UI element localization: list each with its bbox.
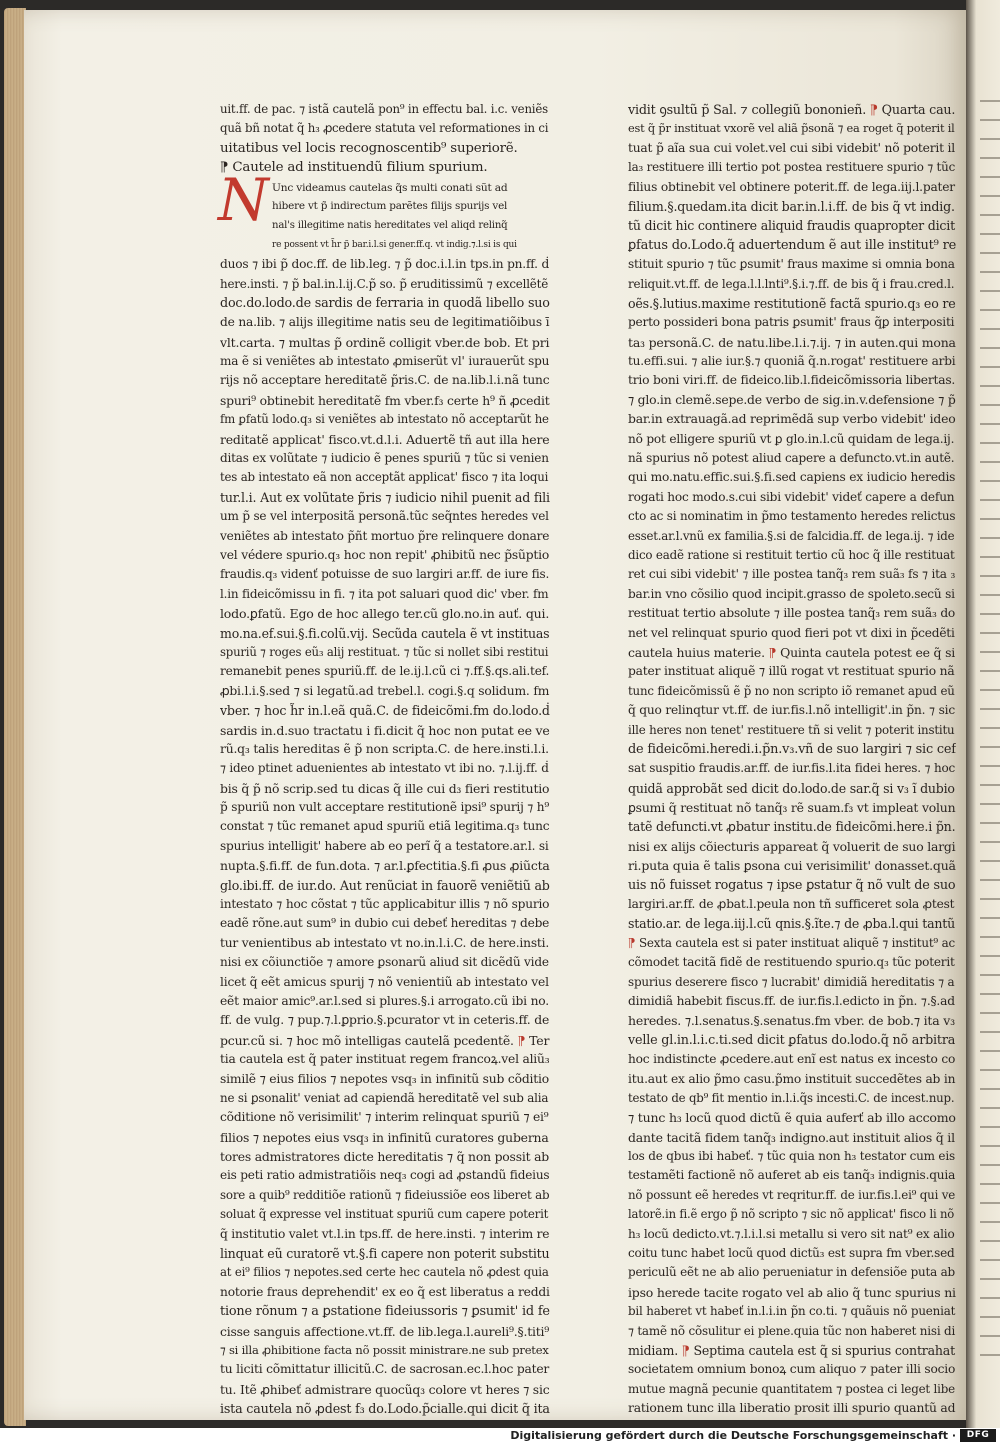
text-line: remanebit penes spuriũ.ff. de le.ij.l.cũ ci ⁊.ff.§.qs.ali.tef. bbox=[220, 664, 550, 679]
text-line: reliquit.vt.ff. de lega.l.l.lnti⁹.§.i.⁊.ff. de bis q̃ i frau.cred.l. bbox=[628, 276, 955, 291]
text-line: vlt.carta. ⁊ multas p̃ ordinẽ colligit vber.de bob. Et pri bbox=[220, 334, 550, 350]
text-line: nõ possunt eẽ heredes vt reqritur.ff. de iur.fis.l.ei⁹ qui ve bbox=[628, 1187, 956, 1202]
text-line: fm ꝑfatũ lodo.q₃ si veniẽtes ab intestato nõ acceptarũt he bbox=[220, 412, 549, 427]
text-line: eadẽ rõne.aut sum⁹ in dubio cui debeť hereditas ⁊ debe bbox=[220, 916, 550, 931]
text-line: tes ab intestato eã non acceptãt applicat' fisco ⁊ ita loqui bbox=[220, 470, 549, 485]
text-line: nupta.§.fi.ff. de fun.dota. ⁊ ar.l.ꝑfectitia.§.fi ꝓus ꝓiũcta bbox=[220, 858, 550, 874]
ghost-text-line bbox=[980, 1297, 1000, 1299]
ghost-text-line bbox=[980, 746, 1000, 748]
ghost-text-line bbox=[980, 727, 1000, 729]
ghost-text-line bbox=[980, 157, 1000, 159]
text-line: ri.puta quia ẽ talis ꝑsona cui verisimilit' donasset.quã bbox=[628, 858, 956, 874]
ghost-text-line bbox=[980, 993, 1000, 995]
text-line: restituat tertio absolute ⁊ ille postea tanq̃₃ rem suã₃ do bbox=[628, 606, 956, 621]
ghost-text-line bbox=[980, 1126, 1000, 1128]
text-line: at ei⁹ filios ⁊ nepotes.sed certe hec cautela nõ ꝓdest quia bbox=[220, 1265, 549, 1280]
ghost-text-line bbox=[980, 841, 1000, 843]
text-line: coitu tunc habet locũ quod dictũ₃ est supra fm vber.sed bbox=[628, 1246, 955, 1261]
text-line: oẽs.§.lutius.maxime restitutionẽ factã spurio.q₃ eo re bbox=[628, 295, 956, 311]
text-line: quã bñ notat q̃ h₃ ꝓcedere statuta vel reformationes in ci bbox=[220, 121, 549, 136]
text-line: pcur.cũ si. ⁊ hoc mõ intelligas cautelã pcedentẽ. ⁋ Ter bbox=[220, 1032, 550, 1048]
text-line: bar.in vno cõsilio quod incipit.grasso de spoleto.secũ si bbox=[628, 586, 955, 601]
text-line: tunc fideicõmissũ ẽ p̃ no non scripto iõ remanet apud eũ bbox=[628, 683, 955, 698]
ghost-text-line bbox=[980, 784, 1000, 786]
text-line: re possent vt h̃r p̃ bar.i.l.si gener.ff.q. vt indig.⁊.l.si is qui bbox=[272, 239, 517, 250]
ghost-text-line bbox=[980, 214, 1000, 216]
ghost-text-line bbox=[980, 385, 1000, 387]
text-line: nisi ex alijs cõiecturis appareat q̃ voluerit de suo largi bbox=[628, 838, 956, 854]
ghost-text-line bbox=[980, 1012, 1000, 1014]
text-line: cõmodet tacitã fidẽ de restituendo spurio.q₃ tũc poterit bbox=[628, 955, 955, 970]
ghost-text-line bbox=[980, 271, 1000, 273]
ghost-text-line bbox=[980, 404, 1000, 406]
ghost-text-line bbox=[980, 100, 1000, 102]
text-line: eẽt maior amic⁹.ar.l.sed si plures.§.i arrogato.cũ ibi no. bbox=[220, 993, 549, 1008]
text-line: filios ⁊ nepotes eius vsq₃ in infinitũ curatores guberna bbox=[220, 1129, 549, 1145]
text-line: de fideicõmi.heredi.i.p̃n.v₃.vñ de suo largiri ⁊ sic cef bbox=[628, 741, 956, 757]
text-line: pater instituat aliquẽ ⁊ illũ rogat vt restituat spurio nã bbox=[628, 664, 955, 679]
ghost-text-line bbox=[980, 1183, 1000, 1185]
text-line: de na.lib. ⁊ alijs illegitime natis seu de legitimatiõibus ī bbox=[220, 315, 550, 330]
text-line: tuat p̃ aĩa sua cui volet.vel cui sibi videbit' nõ poterit il bbox=[628, 140, 955, 155]
ghost-text-line bbox=[980, 1069, 1000, 1071]
text-line: est q̃ p̃r instituat vxorẽ vel aliã p̃sonã ⁊ ea roget q̃ poterit il bbox=[628, 121, 955, 136]
text-line: tur venientibus ab intestato vt no.in.l.i.C. de here.insti. bbox=[220, 935, 550, 950]
ghost-text-line bbox=[980, 309, 1000, 311]
footer-bar bbox=[0, 1428, 1000, 1444]
text-line: esset.ar.l.vnũ ex familia.§.si de falcidia.ff. de lega.ij. ⁊ ide bbox=[628, 528, 955, 543]
ghost-text-line bbox=[980, 518, 1000, 520]
text-line: perto possideri bona patris ꝑsumit' fraus q̃ꝑ interpositi bbox=[628, 315, 955, 330]
text-line: filium.§.quedam.ita dicit bar.in.l.i.ff. de bis q̃ vt indig. bbox=[628, 198, 955, 214]
ghost-text-line bbox=[980, 898, 1000, 900]
right-text-column bbox=[628, 100, 956, 1419]
text-line: hoc indistincte ꝓcedere.aut enĩ est natus ex incesto co bbox=[628, 1052, 956, 1067]
text-line: cõditione nõ verisimilit' ⁊ interim relinquat spuriũ ⁊ ei⁹ bbox=[220, 1110, 549, 1125]
text-line: uitatibus vel locis recognoscentib⁹ superiorẽ. bbox=[220, 140, 518, 156]
text-line: spuri⁹ obtinebit hereditatẽ fm vber.f₃ certe h⁹ ñ ꝓcedit bbox=[220, 392, 550, 408]
text-line: ma ẽ si veniẽtes ab intestato ꝓmiserũt vl' iurauerũt spu bbox=[220, 354, 550, 369]
ghost-text-line bbox=[980, 233, 1000, 235]
text-line: ille heres non tenet' restituere tñ si velit ⁊ poterit institu bbox=[628, 722, 955, 737]
ghost-text-line bbox=[980, 765, 1000, 767]
text-line: l.in fideicõmissu in fi. ⁊ ita pot saluari quod dic' vber. fm bbox=[220, 586, 549, 601]
text-line: ista cautela nõ ꝓdest f₃ do.Lodo.p̃cialle.qui dicit q̃ ita bbox=[220, 1401, 550, 1417]
ghost-text-line bbox=[980, 613, 1000, 615]
ghost-text-line bbox=[980, 442, 1000, 444]
ghost-text-line bbox=[980, 708, 1000, 710]
text-line: constat ⁊ tũc remanet apud spuriũ etiã legitima.q₃ tunc bbox=[220, 819, 550, 834]
text-line: soluat q̃ expresse vel instituat spuriũ cum capere poterit bbox=[220, 1207, 549, 1222]
ghost-text-line bbox=[980, 917, 1000, 919]
ghost-text-line bbox=[980, 537, 1000, 539]
text-line: uit.ff. de pac. ⁊ istã cautelã pon⁹ in effectu bal. i.c. veniẽs bbox=[220, 102, 548, 116]
text-line: nã spurius nõ potest aliud capere a defuncto.vt.in autẽ. bbox=[628, 451, 955, 466]
text-line: ⁋ Sexta cautela est si pater instituat aliquẽ ⁊ institut⁹ ac bbox=[628, 935, 955, 950]
text-line: periculũ eẽt ne ab alio perueniatur in defensiõe puta ab bbox=[628, 1265, 956, 1280]
ghost-text-line bbox=[980, 689, 1000, 691]
text-line: ⁊ tunc h₃ locũ quod dictũ ẽ quia auferť ab illo accomo bbox=[628, 1110, 956, 1126]
text-line: linquat eũ curatorẽ vt.§.fi capere non poterit substitu bbox=[220, 1246, 550, 1262]
ghost-text-line bbox=[980, 651, 1000, 653]
text-line: vel védere spurio.q₃ hoc non repit' ꝓhibitũ nec p̃sũptio bbox=[220, 547, 550, 562]
text-line: bil haberet vt habeť in.l.i.in p̃n co.ti. ⁊ quãuis nõ pueniat bbox=[628, 1304, 956, 1319]
text-line: itu.aut ex alio p̃mo casu.p̃mo instituit succedẽtes ab in bbox=[628, 1071, 956, 1086]
text-line: heredes. ⁊.l.senatus.§.senatus.fm vber. de bob.⁊ ita v₃ bbox=[628, 1013, 955, 1029]
left-text-column bbox=[220, 100, 550, 1419]
paragraph-mark: ⁋ bbox=[869, 102, 878, 117]
ghost-text-line bbox=[980, 575, 1000, 577]
ghost-text-line bbox=[980, 1107, 1000, 1109]
footer-credit: Digitalisierung gefördert durch die Deutsche Forschungsgemeinschaft · bbox=[510, 1429, 956, 1442]
ghost-text-line bbox=[980, 1050, 1000, 1052]
ghost-text-line bbox=[980, 366, 1000, 368]
text-line: doc.do.lodo.de sardis de ferraria in quodã libello suo bbox=[220, 295, 550, 311]
text-line: rijs nõ acceptare hereditatẽ p̃ris.C. de na.lib.l.i.nã tunc bbox=[220, 373, 550, 388]
text-line: filius obtinebit vel obtinere poterit.ff. de lega.iij.l.pater bbox=[628, 179, 955, 194]
text-line: bar.in extrauagã.ad reprimẽdã sup verbo videbit' ideo bbox=[628, 412, 956, 427]
ghost-text-line bbox=[980, 480, 1000, 482]
text-line: quidã approbãt sed dicit do.lodo.de sar.q̃ si v₃ ĩ dubio bbox=[628, 780, 955, 796]
text-line: tatẽ defuncti.vt ꝓbatur institu.de fideicõmi.here.i p̃n. bbox=[628, 819, 956, 835]
text-line: p̃ spuriũ non vult acceptare restitutionẽ ipsi⁹ spurij ⁊ h⁹ bbox=[220, 800, 550, 815]
text-line: dante tacitã fidem tanq̃₃ indigno.aut instituit alios q̃ il bbox=[628, 1129, 955, 1145]
text-line: nal's illegitime natis hereditates vel aliqd relinq̃ bbox=[272, 220, 508, 232]
text-line: ne si ꝑsonalit' veniat ad capiendã hereditatẽ vel sub alia bbox=[220, 1090, 549, 1105]
ghost-text-line bbox=[980, 632, 1000, 634]
text-line: spuriũ ⁊ roges eũ₃ alij restituat. ⁊ tũc si nollet sibi restitui bbox=[220, 644, 549, 659]
ghost-text-line bbox=[980, 195, 1000, 197]
ghost-text-line bbox=[980, 138, 1000, 140]
text-line: sat suspitio fraudis.ar.ff. de iur.fis.l.ita fidei heres. ⁊ hoc bbox=[628, 761, 956, 776]
text-line: ꝑfatus do.Lodo.q̃ aduertendum ẽ aut ille institut⁹ re bbox=[628, 237, 956, 253]
text-line: notorie fraus deprehendit' ex eo q̃ est liberatus a reddi bbox=[220, 1284, 550, 1299]
ghost-text-line bbox=[980, 119, 1000, 121]
text-line: vber. ⁊ hoc h̃r in.l.eã quã.C. de fideicõmi.fm do.lodo.ḋ bbox=[220, 703, 550, 719]
text-line: tu liciti cõmittatur illicitũ.C. de sacrosan.ec.l.hoc pater bbox=[220, 1362, 550, 1377]
ghost-text-line bbox=[980, 1221, 1000, 1223]
ghost-text-line bbox=[980, 347, 1000, 349]
text-line: intestato ⁊ hoc cõstat ⁊ tũc applicabitur illis ⁊ nõ spurio bbox=[220, 897, 550, 912]
section-heading: ⁋ Cautele ad instituendũ filium spurium. bbox=[220, 158, 491, 177]
ghost-text-line bbox=[980, 1335, 1000, 1337]
text-line: sore a quib⁹ redditiõe rationũ ⁊ fideiussiõe eos liberet ab bbox=[220, 1187, 550, 1202]
text-line: statio.ar. de lega.iij.l.cũ qnis.§.ĩte.⁊ de ꝓba.l.qui tantũ bbox=[628, 916, 956, 932]
text-line: latorẽ.in fi.ẽ ergo p̃ nõ scripto ⁊ sic nõ applicat' fisco li nõ bbox=[628, 1207, 955, 1222]
ghost-text-line bbox=[980, 423, 1000, 425]
text-line: tia cautela est q̃ pater instituat regem francoꝝ.vel aliũ₃ bbox=[220, 1052, 550, 1067]
text-line: uis nõ fuisset rogatus ⁊ ipse ꝑstatur q̃ nõ vult de suo bbox=[628, 877, 956, 893]
text-line: spurius deserere fisco ⁊ lucrabit' dimidiã hereditatis ⁊ a bbox=[628, 974, 955, 989]
text-line: here.insti. ⁊ p̃ bal.in.l.ij.C.p̃ so. p̃ eruditissimũ ⁊ excellẽtẽ bbox=[220, 276, 549, 291]
text-line: cautela huius materie. ⁋ Quinta cautela potest ee q̃ si bbox=[628, 644, 956, 660]
text-line: rationem tunc illa liberatio prosit illi spurio quantũ ad bbox=[628, 1401, 956, 1416]
text-line: ꝑsumi q̃ restituat nõ tanq̃₃ rẽ suam.f₃ vt impleat volun bbox=[628, 800, 956, 816]
text-line: testato de qb⁹ fit mentio in.l.i.q̃s incesti.C. de incest.nup. bbox=[628, 1090, 955, 1105]
text-line: trio boni viri.ff. de fideico.lib.l.fideicõmissoria libertas. bbox=[628, 373, 956, 388]
text-line: sardis in.d.suo tractatu i fi.dicit q̃ hoc non putat ee ve bbox=[220, 722, 550, 738]
ghost-text-line bbox=[980, 1259, 1000, 1261]
paragraph-mark: ⁋ bbox=[628, 935, 636, 950]
text-line: nõ pot elligere spuriũ vt ꝑ glo.in.l.cũ quidam de lega.ij. bbox=[628, 431, 955, 446]
text-line: lodo.ꝑfatũ. Ego de hoc allego ter.cũ glo.no.in auť. qui. bbox=[220, 606, 550, 622]
heading-line bbox=[220, 158, 550, 177]
ghost-text-line bbox=[980, 461, 1000, 463]
text-line: h₃ locũ dedicto.vt.⁊.l.i.l.si metallu si vero sit nat⁹ ex alio bbox=[628, 1226, 955, 1241]
ghost-text-line bbox=[980, 1088, 1000, 1090]
ghost-text-line bbox=[980, 1240, 1000, 1242]
text-line: largiri.ar.ff. de ꝓbat.l.peula non tñ sufficeret sola ꝓtest bbox=[628, 897, 955, 912]
text-line: reditatẽ applicat' fisco.vt.d.l.i. Aduertẽ tñ aut illa here bbox=[220, 431, 550, 447]
ghost-text-line bbox=[980, 803, 1000, 805]
text-line: ret cui sibi videbit' ⁊ ille postea tanq̃₃ rem suã₃ fs ⁊ ita ₃ bbox=[628, 567, 956, 582]
ghost-text-line bbox=[980, 974, 1000, 976]
text-line: ꝓbi.l.i.§.sed ⁊ si legatũ.ad trebel.l. cogi.§.q solidum. fm bbox=[220, 683, 550, 698]
text-line: Unc videamus cautelas q̃s multi conati sũt ad bbox=[272, 180, 508, 194]
next-page-edge bbox=[966, 0, 1000, 1428]
ghost-text-line bbox=[980, 860, 1000, 862]
text-line: ditas ex volũtate ⁊ iudicio ẽ penes spuriũ ⁊ tũc si venien bbox=[220, 451, 549, 466]
text-line: glo.ibi.ff. de iur.do. Aut renũciat in fauorẽ veniẽtiũ ab bbox=[220, 877, 550, 893]
text-line: la₃ restituere illi tertio pot postea restituere spurio ⁊ tũc bbox=[628, 160, 956, 175]
ghost-text-line bbox=[980, 290, 1000, 292]
text-line: tione rõnum ⁊ a ꝑstatione fideiussoris ⁊ ꝑsumit' id fe bbox=[220, 1304, 550, 1320]
text-line: ta₃ personã.C. de natu.libe.l.i.⁊.ij. ⁊ in auten.qui mona bbox=[628, 334, 956, 350]
dfg-logo: DFG bbox=[960, 1429, 996, 1442]
ghost-text-line bbox=[980, 879, 1000, 881]
ghost-text-line bbox=[980, 499, 1000, 501]
text-line: um p̃ se vel interpositã personã.tũc seq̃ntes heredes vel bbox=[220, 509, 549, 524]
text-line: tũ dicit hic continere aliquid fraudis quapropter dicit bbox=[628, 218, 955, 234]
text-line: tores admistratores dicte hereditatis ⁊ q̃ non possit ab bbox=[220, 1149, 550, 1165]
text-line: tu.effi.sui. ⁊ alie iur.§.⁊ quoniã q̃.n.rogat' restituere arbi bbox=[628, 354, 956, 369]
paragraph-mark: ⁋ bbox=[681, 1343, 690, 1358]
ghost-text-line bbox=[980, 1354, 1000, 1356]
ghost-text-line bbox=[980, 252, 1000, 254]
ghost-text-line bbox=[980, 670, 1000, 672]
ghost-text-line bbox=[980, 1031, 1000, 1033]
text-line: rogati hoc modo.s.cui sibi videbit' videť capere a defun bbox=[628, 489, 955, 504]
text-line: cisse sanguis affectione.vt.ff. de lib.lega.l.aureli⁹.§.titi⁹ bbox=[220, 1323, 550, 1339]
text-line: spurius intelligit' habere ab eo perĩ q̃ a testatore.ar.l. si bbox=[220, 838, 549, 853]
text-line: velle gl.in.l.i.c.ti.sed dicit ꝑfatus do.lodo.q̃ nõ arbitra bbox=[628, 1032, 956, 1048]
text-line: tu. Itẽ ꝓhibeť admistrare quocũq₃ colore vt heres ⁊ sic bbox=[220, 1381, 550, 1397]
ghost-text-line bbox=[980, 328, 1000, 330]
text-line: ⁊ glo.in clemẽ.sepe.de verbo de sig.in.v.defensione ⁊ p̃ bbox=[628, 392, 956, 407]
ghost-text-line bbox=[980, 955, 1000, 957]
text-line: duos ⁊ ibi p̃ doc.ff. de lib.leg. ⁊ p̃ doc.i.l.in tps.in pn.ff. ḋ bbox=[220, 257, 550, 272]
text-line: ⁊ si illa ꝓhibitione facta nõ possit ministrare.ne sub pretex bbox=[220, 1343, 549, 1357]
text-line: veniẽtes ab intestato p̃ñt mortuo p̃re relinquere donare bbox=[220, 528, 550, 543]
text-line: net vel relinquat spurio quod fieri pot vt dixi in p̃cedẽti bbox=[628, 625, 955, 640]
ghost-text-line bbox=[980, 1164, 1000, 1166]
text-line: ff. de vulg. ⁊ pup.⁊.l.ꝑprio.§.pcurator vt in ceteris.ff. de bbox=[220, 1013, 550, 1028]
ghost-text-line bbox=[980, 936, 1000, 938]
paragraph-mark: ⁋ bbox=[517, 1032, 526, 1048]
text-line: nisi ex cõiunctiõe ⁊ amore ꝑsonarũ aliud sit dicẽdũ vide bbox=[220, 955, 549, 970]
text-line: ⁊ tamẽ nõ cõsulitur ei plene.quia tũc non haberet nisi di bbox=[628, 1323, 956, 1338]
ghost-text-line bbox=[980, 1202, 1000, 1204]
ghost-text-line bbox=[980, 1278, 1000, 1280]
text-line: similẽ ⁊ eius filios ⁊ nepotes vsq₃ in infinitũ sub cõditio bbox=[220, 1071, 549, 1086]
text-line: tur.l.i. Aut ex volũtate p̃ris ⁊ iudicio nihil puenit ad fili bbox=[220, 489, 550, 505]
text-line: mutue magnã pecunie quantitatem ⁊ postea ci leget libe bbox=[628, 1381, 955, 1396]
text-line: bis q̃ p̃ nõ scrip.sed tu dicas q̃ ille cui d₃ fieri restitutio bbox=[220, 780, 550, 796]
ghost-text-line bbox=[980, 176, 1000, 178]
text-line: stituit spurio ⁊ tũc ꝑsumit' fraus maxime si omnia bona bbox=[628, 257, 955, 272]
text-line: mo.na.ef.sui.§.fi.colũ.vij. Secũda cautela ẽ vt instituas bbox=[220, 625, 550, 641]
text-line: ⁊ ideo ptinet aduenientes ab intestato vt ibi no. ⁊.l.ij.ff. ḋ bbox=[220, 761, 549, 776]
ghost-text-line bbox=[980, 1145, 1000, 1147]
ghost-text-line bbox=[980, 822, 1000, 824]
text-line: rũ.q₃ talis hereditas ẽ p̃ non scripta.C. de here.insti.l.i. bbox=[220, 741, 549, 756]
paragraph-mark: ⁋ bbox=[768, 644, 777, 660]
text-line: testamẽti factionẽ nõ auferet ab eis tanq̃₃ indignis.quia bbox=[628, 1168, 956, 1183]
text-line: los de qbus ibi habeť. ⁊ tũc quia non h₃ testator cum eis bbox=[628, 1149, 955, 1164]
text-line: societatem omnium bonoꝝ cum aliquo ⁊ pater illi socio bbox=[628, 1362, 956, 1377]
text-line: qui mo.natu.effic.sui.§.fi.sed capiens ex iudicio heredis bbox=[628, 470, 956, 485]
text-line: ipso herede tacite rogato vel ab alio q̃ tunc spurius ni bbox=[628, 1284, 956, 1300]
text-line: q̃ institutio valet vt.l.in tps.ff. de here.insti. ⁊ interim re bbox=[220, 1226, 550, 1241]
text-line: fraudis.q₃ videnť potuisse de suo largiri ar.ff. de iure fis. bbox=[220, 567, 550, 582]
text-line: q̃ quo relinqtur vt.ff. de iur.fis.l.nõ intelligit'.in p̃n. ⁊ sic bbox=[628, 703, 955, 718]
text-line: eis peti ratio admistratiõis neq₃ cogi ad ꝓstandũ fideius bbox=[220, 1168, 550, 1183]
text-line: dimidiã habebit fiscus.ff. de iur.fis.l.edicto in p̃n. ⁊.§.ad bbox=[628, 993, 955, 1008]
book-page-edges bbox=[4, 8, 26, 1426]
text-line: dico eadẽ ratione si restituit tertio cũ hoc q̃ ille restituat bbox=[628, 547, 955, 562]
text-line: midiam. ⁋ Septima cautela est q̃ si spurius contrahat bbox=[628, 1343, 955, 1358]
ghost-text-line bbox=[980, 1316, 1000, 1318]
text-line: vidit ꝯsultũ p̃ Sal. ⁊ collegiũ bononieñ. ⁋ Quarta cau. bbox=[628, 102, 956, 117]
text-line: licet q̃ eẽt amicus spurij ⁊ nõ venientiũ ab intestato vel bbox=[220, 974, 549, 989]
text-line: hibere vt p̃ indirectum parẽtes filijs spurijs vel bbox=[272, 199, 508, 212]
decorated-initial: N bbox=[218, 166, 269, 234]
ghost-text-line bbox=[980, 594, 1000, 596]
ghost-text-line bbox=[980, 556, 1000, 558]
text-line: cto ac si nominatim in p̃mo testamento heredes relictus bbox=[628, 509, 956, 524]
